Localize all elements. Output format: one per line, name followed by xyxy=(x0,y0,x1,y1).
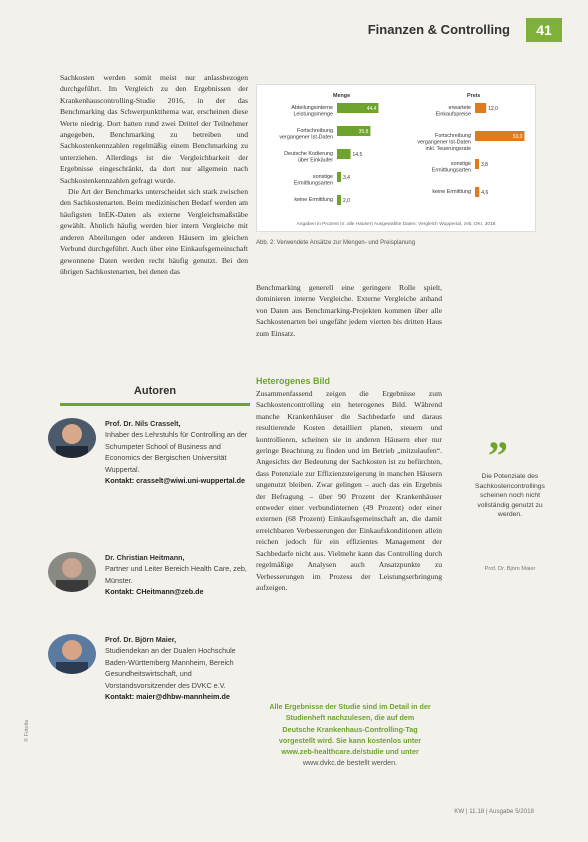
author-1 xyxy=(105,418,253,486)
bar-value-label: 53,0 xyxy=(512,134,523,140)
bar-category-label: Fortschreibung vergangener Ist-Daten xyxy=(279,128,333,141)
promo-line: vorgestellt wird. Sie kann kostenlos unter xyxy=(278,735,422,745)
author-3 xyxy=(105,634,253,702)
author-photo-icon xyxy=(48,418,96,458)
author-photo-icon xyxy=(48,552,96,592)
quote-mark-icon: ” xyxy=(488,433,508,478)
paragraph: Zusammenfassend zeigen die Ergebnisse zum Sachkostencontrolling ein heterogenes Bild. Während manche Krankenhäuser die Sachbedarfe und daraus resultierende Kosten detailliert planen, steuern und kontrollieren, scheinen sie in anderen Häusern eher nur geringe Beachtung zu finden und im Betrieb „mitzulaufen“. Angesichts der Bedeutung der Sachkosten ist zu befürchten, dass Potenziale zur Effizienzsteigerung in manchen Häusern ungenutzt bleiben. Zwar gelingen – auch das ein Ergebnis der Befragung – über 90 Prozent der Krankenhäuser entweder einer verbundinternen (49 Prozent) oder einer externen (68 Prozent) Einkaufsgemeinschaft an, die damit erreichbaren Verbesserungen der Einkaufskonditionen allein reichen jedoch für ein effizientes Management der Sachbedarfe nicht aus. Vielmehr kann das Controlling durch regelmäßige Analysen auch Ansatzpunkte zu Verbesserungen im Prozess der Leistungserbringung aufzeigen. xyxy=(256,389,442,592)
panel-menge xyxy=(279,103,378,205)
paragraph: Die Art der Benchmarks unterscheidet sich stark zwischen den Sachkostenarten. Beim medizinischen Bedarf werden am häufigsten InEK-Daten als externe Vergleichsmaßstäbe gewählt. Ähnlich häufig werden hier intern Vergleiche mit anderen Abteilungen oder anderen Häusern im gleichen Verbund durchgeführt. Auch über eine Einkaufsgemeinschaft gewonnene Daten werden recht häufig genutzt. Bei den übrigen Sachkostenarten, bei denen das xyxy=(60,187,248,276)
bar-value-label: 3,8 xyxy=(481,162,488,168)
chart-caption: Abb. 2: Verwendete Ansätze zur Mengen- und Preisplanung xyxy=(256,240,416,246)
subheading: Heterogenes Bild xyxy=(256,376,331,386)
author-bio: Inhaber des Lehrstuhls für Controlling an der Schumpeter School of Business and Economics der Bergischen Universität Wuppertal. xyxy=(105,430,248,474)
author-email-link[interactable]: CHeitmann@zeb.de xyxy=(136,587,204,597)
bar-category-label: keine Ermittlung xyxy=(432,189,471,195)
panel-title-preis: Preis xyxy=(467,93,481,99)
quote-author: Prof. Dr. Björn Maier xyxy=(484,566,536,572)
paragraph: Benchmarking generell eine geringere Rolle spielt, dominieren interne Vergleiche. Externe Vergleiche anhand von Daten aus Benchmarking-Projekten kommen über alle Sachkostenarten bei ungefähr jedem vierten bis dritten Haus zum Einsatz. xyxy=(256,283,442,338)
avatar xyxy=(48,552,96,592)
contact-label: Kontakt: xyxy=(105,587,135,597)
contact-label: Kontakt: xyxy=(105,692,135,702)
authors-divider xyxy=(60,403,250,406)
bar-category-label: Abteilungsinterne Leistungsmenge xyxy=(291,105,333,118)
paragraph: Sachkosten werden somit meist nur anlassbezogen durchgeführt. Im Vergleich zu den Ergebnissen der Krankenhauscontrolling-Studie 2016, in der das Benchmarking das Schwerpunktthema war, erscheinen diese Werte niedrig. Dort hatten rund zwei Drittel der Teilnehmer angegeben, Benchmarking zu betreiben und Sachkostenkennzahlen regelmäßig einem Benchmarking zu unterziehen. Allerdings ist die Vergleichbarkeit der Ergebnisse eingeschränkt, da dort nur allgemein nach Sachkostenkennzahlen gefragt wurde. xyxy=(60,73,248,185)
promo-link-zeb[interactable]: www.zeb-healthcare.de/studie und unter xyxy=(281,747,419,757)
author-photo-icon xyxy=(48,634,96,674)
bar xyxy=(337,172,341,182)
author-name: Prof. Dr. Björn Maier, xyxy=(105,635,177,644)
bar-category-label: keine Ermittlung xyxy=(294,197,333,203)
pull-quote: Die Potenziale des Sachkostencontrollings scheinen noch nicht vollständig genutzt zu werden. xyxy=(475,473,545,519)
promo-link-dvkc[interactable]: www.dvkc.de bestellt werden. xyxy=(302,758,398,768)
contact-label: Kontakt: xyxy=(105,476,135,486)
bar-category-label: Fortschreibung vergangener Ist-Daten inkl. Teuerungsrate xyxy=(417,133,471,152)
bar xyxy=(337,149,351,159)
bar xyxy=(337,195,341,205)
bar xyxy=(475,159,479,169)
panel-title-menge: Menge xyxy=(333,93,351,99)
author-bio: Studiendekan an der Dualen Hochschule Baden-Württemberg Mannheim, Bereich Gesundheitswirtschaft, und Vorstandsvorsitzender des DVKC e.V. xyxy=(105,646,236,690)
promo-line: Alle Ergebnisse der Studie sind im Detail in der xyxy=(269,702,431,711)
bar-value-label: 12,0 xyxy=(488,106,498,112)
promo-line: Deutsche Krankenhaus-Controlling-Tag xyxy=(282,724,418,734)
bar-category-label: sonstige Ermittlungsarten xyxy=(431,161,471,174)
author-2 xyxy=(105,552,253,598)
author-name: Dr. Christian Heitmann, xyxy=(105,553,185,562)
bar xyxy=(475,103,486,113)
page-footer: KW | 11.18 | Ausgabe 5/2018 xyxy=(454,808,534,815)
panel-preis xyxy=(417,103,524,197)
authors-title: Autoren xyxy=(133,385,177,397)
promo-line: Studienheft nachzulesen, die auf dem xyxy=(285,713,415,723)
avatar xyxy=(48,634,96,674)
bar-value-label: 44,4 xyxy=(366,106,377,112)
bar-category-label: Deutsche Kodierung über Einkäufer xyxy=(284,151,333,164)
bar-category-label: erwartete Einkaufspreise xyxy=(435,105,471,118)
author-name: Prof. Dr. Nils Crasselt, xyxy=(105,419,181,428)
bar-value-label: 35,8 xyxy=(358,129,369,135)
chart-svg xyxy=(257,85,535,231)
author-email-link[interactable]: crasselt@wiwi.uni-wuppertal.de xyxy=(136,476,246,486)
page-number-badge: 41 xyxy=(526,18,562,42)
bar xyxy=(475,187,479,197)
section-title: Finanzen & Controlling xyxy=(367,22,510,37)
bar-value-label: 14,5 xyxy=(352,152,363,158)
photo-credit: © Fotolia xyxy=(24,719,30,742)
author-bio: Partner und Leiter Bereich Health Care, zeb, Münster. xyxy=(105,564,247,585)
bar-value-label: 4,6 xyxy=(481,190,489,196)
bar-value-label: 3,4 xyxy=(343,175,350,181)
left-column xyxy=(60,72,248,277)
author-email-link[interactable]: maier@dhbw-mannheim.de xyxy=(136,692,230,702)
study-promo xyxy=(262,701,438,769)
chart-figure xyxy=(256,84,536,232)
middle-column-top xyxy=(256,282,442,339)
bar-category-label: sonstige Ermittlungsarten xyxy=(293,174,333,187)
chart-source: Angaben in Prozent (n: alle Häuser) Ausgewählte Daten: Vergleich Wuppertal, zeb, DKI, 2018 xyxy=(296,222,496,227)
avatar xyxy=(48,418,96,458)
bar-value-label: 2,0 xyxy=(343,198,350,204)
middle-column-body xyxy=(256,388,442,593)
